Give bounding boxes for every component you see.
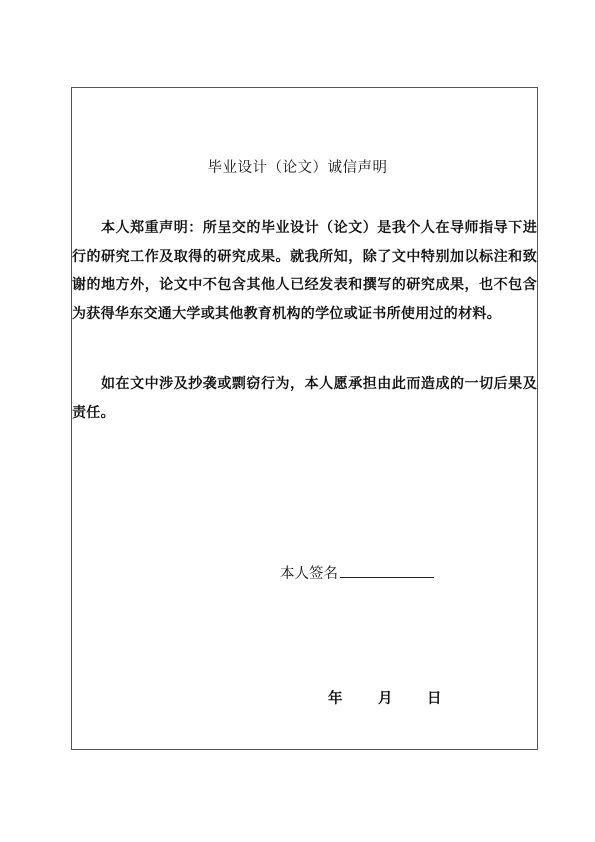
signature-block bbox=[280, 562, 434, 583]
declaration-paragraph-2: 如在文中涉及抄袭或剽窃行为，本人愿承担由此而造成的一切后果及责任。 bbox=[72, 376, 537, 421]
declaration-paragraph-1: 本人郑重声明：所呈交的毕业设计（论文）是我个人在导师指导下进行的研究工作及取得的研究成果。就我所知，除了文中特别加以标注和致谢的地方外，论文中不包含其他人已经发表和撰写的研究成果，也不包含为获得华东交通大学或其他教育机构的学位或证书所使用过的材料。 bbox=[72, 220, 537, 322]
signature-line bbox=[340, 563, 434, 578]
date-day-label: 日 bbox=[427, 690, 442, 707]
date-month-label: 月 bbox=[378, 690, 393, 707]
date-year-label: 年 bbox=[328, 690, 343, 707]
page-title: 毕业设计（论文）诚信声明 bbox=[207, 160, 388, 176]
signature-label: 本人签名 bbox=[280, 566, 338, 582]
